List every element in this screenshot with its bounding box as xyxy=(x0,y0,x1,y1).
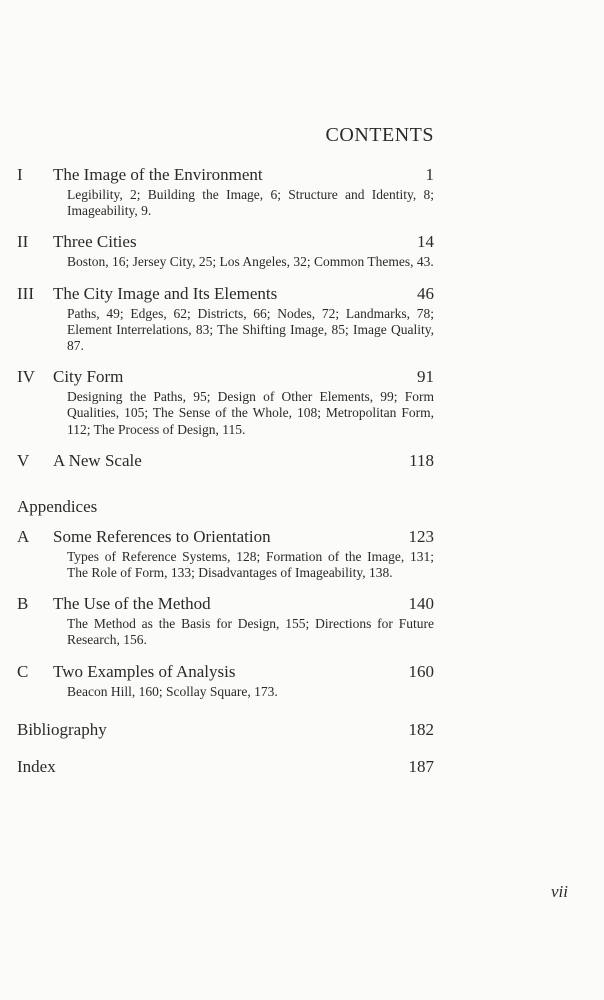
chapter-subsections: Boston, 16; Jersey City, 25; Los Angeles, 32; Common Themes, 43. xyxy=(67,254,434,270)
bibliography-label: Bibliography xyxy=(17,719,107,739)
chapter-title: Three Cities xyxy=(53,232,137,252)
page-number: 46 xyxy=(417,283,434,303)
chapter-number: V xyxy=(17,450,30,470)
chapter-number: I xyxy=(17,165,23,184)
page-number: 160 xyxy=(408,661,434,681)
chapter-title: The Image of the Environment xyxy=(53,165,263,184)
page-number: 182 xyxy=(408,719,434,739)
page-title: CONTENTS xyxy=(325,124,434,146)
page-number: 140 xyxy=(408,594,434,614)
page-number: 123 xyxy=(408,526,434,546)
chapter-title: City Form xyxy=(53,367,124,387)
table-of-contents xyxy=(17,165,434,779)
chapter-number: II xyxy=(17,232,29,252)
page-number: 118 xyxy=(409,450,434,470)
toc-entry-index xyxy=(17,757,434,779)
chapter-subsections: Paths, 49; Edges, 62; Districts, 66; Nodes, 72; Landmarks, 78; Element Interrelations, 83; The Shifting Image, 85; Image Quality, 87. xyxy=(67,305,434,354)
toc-entry-bibliography xyxy=(17,720,434,742)
index-label: Index xyxy=(17,756,56,776)
chapter-number: III xyxy=(17,283,34,303)
chapter-number: IV xyxy=(17,367,35,387)
page-number: 14 xyxy=(417,232,434,252)
toc-entry-chapter-2 xyxy=(17,232,434,270)
toc-entry-chapter-1 xyxy=(17,165,434,219)
page-number: 1 xyxy=(425,165,434,184)
appendix-subsections: Types of Reference Systems, 128; Formation of the Image, 131; The Role of Form, 133; Disadvantages of Imageability, 138. xyxy=(67,548,434,581)
chapter-subsections: Legibility, 2; Building the Image, 6; Structure and Identity, 8; Imageability, 9. xyxy=(67,187,434,219)
toc-entry-appendix-b xyxy=(17,594,434,648)
appendix-letter: B xyxy=(17,594,29,614)
chapter-title: The City Image and Its Elements xyxy=(53,283,278,303)
appendix-subsections: Beacon Hill, 160; Scollay Square, 173. xyxy=(67,683,278,699)
appendices-heading: Appendices xyxy=(17,496,98,516)
folio: vii xyxy=(551,882,568,901)
chapter-title: A New Scale xyxy=(53,450,142,470)
appendix-subsections: The Method as the Basis for Design, 155; Directions for Future Research, 156. xyxy=(67,616,434,648)
toc-entry-appendix-a xyxy=(17,527,434,581)
toc-entry-chapter-3 xyxy=(17,284,434,355)
toc-entry-appendix-c xyxy=(17,662,434,700)
appendix-letter: C xyxy=(17,661,29,681)
page-number: 91 xyxy=(417,367,434,387)
appendix-title: Some References to Orientation xyxy=(53,526,271,546)
appendix-title: The Use of the Method xyxy=(53,594,211,614)
appendix-letter: A xyxy=(17,526,30,546)
page-number: 187 xyxy=(408,756,434,776)
chapter-subsections: Designing the Paths, 95; Design of Other Elements, 99; Form Qualities, 105; The Sense of the Whole, 108; Metropolitan Form, 112; The Process of Design, 115. xyxy=(67,389,434,437)
toc-entry-chapter-4 xyxy=(17,367,434,438)
toc-entry-chapter-5 xyxy=(17,451,434,473)
appendix-title: Two Examples of Analysis xyxy=(53,661,236,681)
